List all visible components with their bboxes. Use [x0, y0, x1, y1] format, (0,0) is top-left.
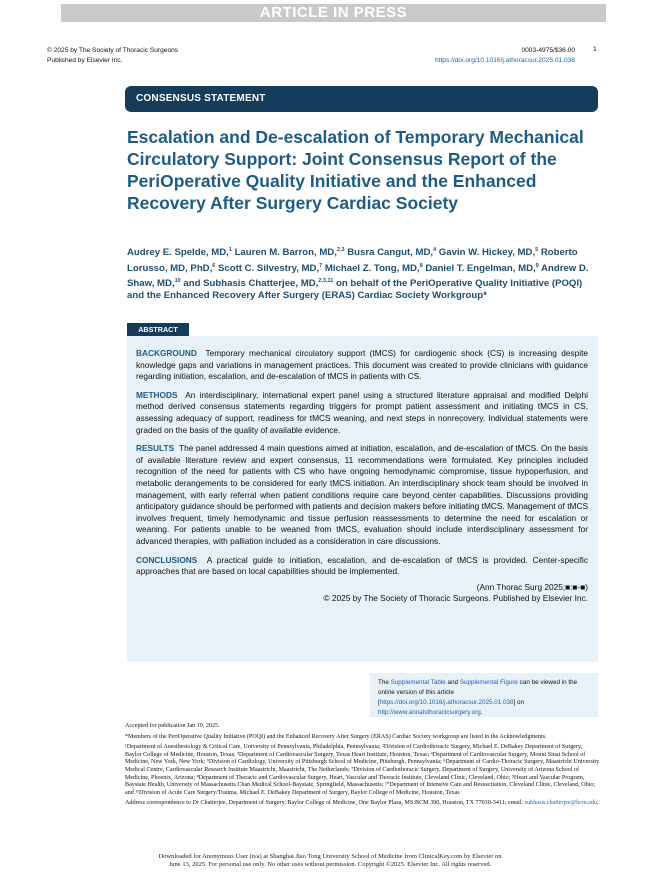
abstract-heading: CONCLUSIONS	[136, 554, 198, 565]
author[interactable]: Michael Z. Tong, MD,$^8$	[324, 262, 423, 274]
section-label: CONSENSUS STATEMENT	[125, 86, 598, 112]
journal-header-right	[420, 46, 575, 66]
journal-website-link[interactable]: http://www.annalsthoracicsurgery.org	[378, 709, 481, 716]
supplemental-note: The Supplemental Table and Supplemental Figure can be viewed in the online version of this article [https://doi.org/10.1016/j.athoracsur.2025.01.038] on http://www.annalsthoracicsurgery.org.	[370, 673, 598, 717]
accepted-date: Accepted for publication Jan 19, 2025.	[125, 723, 220, 729]
doi-link[interactable]: https://doi.org/10.1016/j.athoracsur.2025.01.038	[434, 57, 575, 64]
abstract-conclusions: CONCLUSIONS A practical guide to initiation, escalation, and de-escalation of tMCS is provided. Center-specific approaches that are based on local capabilities should be implemented.	[136, 554, 588, 577]
article-doi-link[interactable]: https://doi.org/10.1016/j.athoracsur.2025.01.038	[379, 699, 514, 706]
email-link[interactable]: subhasis.chatterjee@bcm.edu	[524, 800, 598, 807]
correspondence: Address correspondence to Dr Chatterjee, Department of Surgery, Baylor College of Medicine, One Baylor Plaza, MS:BCM 390, Houston, TX 77030-3411; email: subhasis.chatterjee@bcm.edu.	[125, 800, 599, 807]
page-number: 1	[593, 46, 597, 53]
footer-line: Downloaded for Anonymous User (n/a) at Shanghai Jiao Tong University School of Medicine from ClinicalKey.com by Elsevier on	[158, 853, 502, 860]
footer-line: June 13, 2025. For personal use only. No other uses without permission. Copyright ©2025. Elsevier Inc. All rights reserved.	[168, 861, 492, 868]
author[interactable]: Busra Cangut, MD,$^4$	[347, 247, 437, 259]
abstract-heading: BACKGROUND	[136, 348, 197, 358]
author[interactable]: Scott C. Silvestry, MD,$^7$	[218, 262, 323, 274]
download-footer	[100, 853, 560, 869]
author[interactable]: Andrew D. Shaw, MD,$^{10}$	[127, 262, 589, 290]
workgroup-note: *Members of the PeriOperative Quality Initiative (POQI) and the Enhanced Recovery After Surgery (ERAS) Cardiac Society workgroup are listed in the Acknowledgments.	[125, 733, 547, 740]
article-title: Escalation and De-escalation of Temporary Mechanical Circulatory Support: Joint Consensus Report of the PeriOperative Quality Initiative and the Enhanced Recovery After Surgery Cardiac Society	[127, 127, 584, 213]
abstract-methods: METHODS An interdisciplinary, international expert panel using a structured literature appraisal and modified Delphi method derived consensus statements regarding triggers for prompt patient assessment and initiating tMCS in CS, assessing adequacy of support, readiness for tMCS weaning, and next steps in nonrecovery. Individual statements were graded on the basis of the quality of available evidence.	[136, 389, 589, 435]
author[interactable]: Audrey E. Spelde, MD,$^1$	[127, 247, 232, 259]
author[interactable]: and Subhasis Chatterjee, MD,$^{2,3,11}$	[183, 277, 334, 290]
author-list	[127, 244, 599, 303]
author[interactable]: Gavin W. Hickey, MD,$^5$	[438, 247, 539, 259]
abstract-background: BACKGROUND Temporary mechanical circulatory support (tMCS) for cardiogenic shock (CS) is increasing despite knowledge gaps and variations in management practices. This document was created to provide clinicians with guidance regarding initiation, escalation, and de-escalation of tMCS in patients with CS.	[136, 348, 588, 382]
abstract-label: ABSTRACT	[127, 323, 189, 336]
affiliations: ¹Department of Anesthesiology & Critical Care, University of Pennsylvania, Philadelphia, Pennsylvania; ²Division of Cardiothoracic Surgery, Michael E. DeBakey Department of Surgery, Baylor College of Medicine, Houston, Texas; ³Department of Cardiovascular Surgery, Texas Heart Institute, Houston, Texas; ⁴Department of Cardiovascular Surgery, Mount Sinai School of Medicine, New York, New York; ⁵Division of Cardiology, University of Pittsburgh School of Medicine, Pittsburgh, Pennsylvania; ⁶Department of Cardio-Thoracic Surgery, Maastricht University Medical Centre, Cardiovascular Research Institute Maastricht, Maastricht, The Netherlands; ⁷Division of Cardiothoracic Surgery, Department of Surgery, University of Arizona School of Medicine, Phoenix, Arizona; ⁸Department of Thoracic and Cardiovascular Surgery, Heart, Vascular and Thoracic Institute, Cleveland Clinic, Cleveland, Ohio; ⁹Heart and Vascular Program, Baystate Health, University of Massachusetts Chan Medical School-Baystate, Springfield, Massachusetts; ¹⁰Department of Intensive Care and Resuscitation, Cleveland Clinic, Cleveland, Ohio; and ¹¹Division of Acute Care Surgery/Trauma, Michael E. DeBakey Department of Surgery, Baylor College of Medicine, Houston, Texas	[125, 744, 600, 796]
abstract-box	[127, 336, 598, 662]
article-notes	[125, 723, 600, 811]
abstract-heading: METHODS	[136, 389, 178, 400]
supplemental-table-link[interactable]: Supplemental Table	[390, 679, 446, 686]
abstract-citation: (Ann Thorac Surg 2025;■:■-■)	[476, 581, 588, 592]
copyright-line: © 2025 by The Society of Thoracic Surgeons	[47, 47, 179, 54]
author-list-tail: on behalf of the PeriOperative Quality Initiative (POQI) and the Enhanced Recovery After Surgery (ERAS) Cardiac Society Workgroup*	[127, 278, 583, 302]
abstract-copyright: © 2025 by The Society of Thoracic Surgeons. Published by Elsevier Inc.	[323, 593, 588, 604]
supplemental-figure-link[interactable]: Supplemental Figure	[459, 679, 518, 686]
abstract-heading: RESULTS	[136, 443, 175, 454]
author[interactable]: Daniel T. Engelman, MD,$^9$	[425, 262, 539, 274]
journal-header-left	[47, 46, 178, 66]
issn-line: 0003-4975/$36.00	[521, 47, 575, 54]
article-in-press-banner: ARTICLE IN PRESS	[61, 4, 606, 22]
abstract-results: RESULTS The panel addressed 4 main questions aimed at initiation, escalation, and de-escalation of tMCS. On the basis of available literature review and expert consensus, 11 recommendations were formulated. Key principles included recognition of the need for patients with CS who have ongoing hemodynamic compromise, tissue hypoperfusion, and metabolic derangements to be considered for early tMCS initiation. An interdisciplinary shock team should be involved in management, with early referral when patient conditions require care beyond center capabilities. Discussions providing anticipatory guidance should be performed with patients and decision makers before initiating tMCS. Management of tMCS involves frequent, timely hemodynamic and tissue perfusion reassessments to determine the need for escalation or weaning. For patients unable to be weaned from tMCS, evaluation should include interdisciplinary assessment for advanced therapies, with palliation included as a consideration in care discussions.	[136, 443, 589, 546]
author[interactable]: Roberto Lorusso, MD, PhD,$^6$	[127, 247, 578, 274]
author[interactable]: Lauren M. Barron, MD,$^{2,3}$	[234, 247, 345, 259]
publisher-line: Published by Elsevier Inc.	[47, 57, 123, 64]
